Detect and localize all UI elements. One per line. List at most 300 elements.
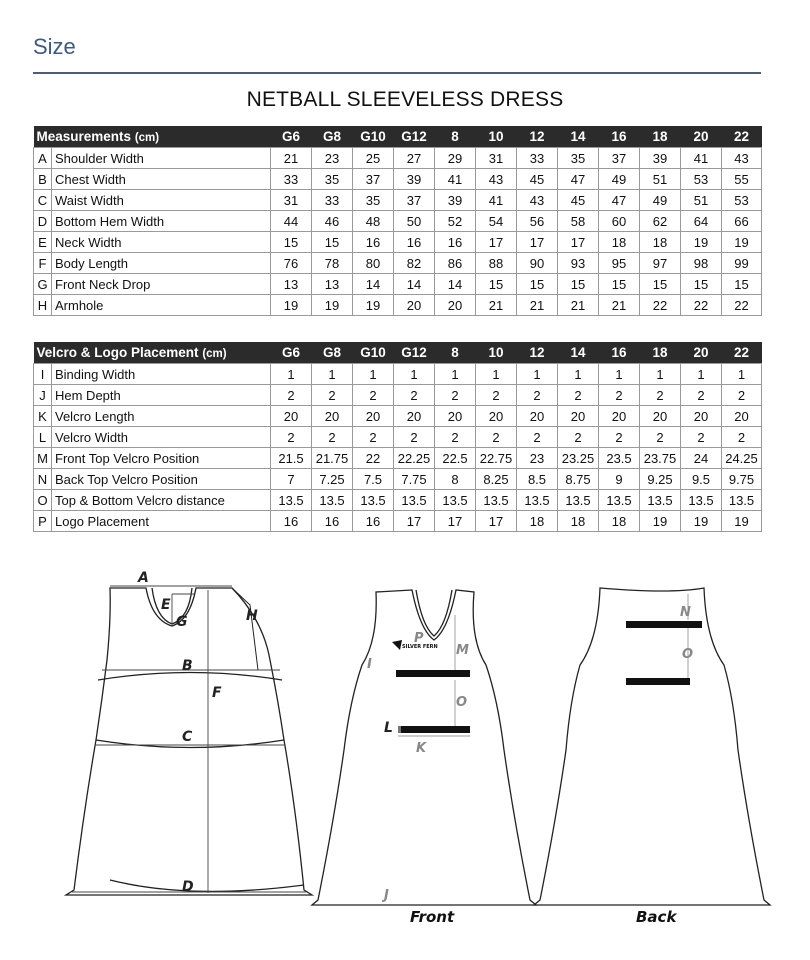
table-cell: 22.5 <box>435 448 476 469</box>
size-column-header: G6 <box>271 342 312 364</box>
row-code: K <box>34 406 52 427</box>
table-cell: 19 <box>681 511 722 532</box>
table-cell: 15 <box>312 232 353 253</box>
table-cell: 2 <box>599 385 640 406</box>
row-name: Waist Width <box>52 190 271 211</box>
size-column-header: 20 <box>681 126 722 148</box>
table-cell: 2 <box>353 427 394 448</box>
velcro-logo-table <box>33 342 762 532</box>
table-cell: 22 <box>681 295 722 316</box>
table-cell: 23.25 <box>558 448 599 469</box>
table-cell: 2 <box>517 427 558 448</box>
table-cell: 20 <box>435 295 476 316</box>
table-cell: 22 <box>722 295 762 316</box>
row-code: E <box>34 232 52 253</box>
table-cell: 17 <box>394 511 435 532</box>
table-cell: 2 <box>435 385 476 406</box>
table-cell: 19 <box>640 511 681 532</box>
table-cell: 1 <box>312 364 353 385</box>
table-cell: 7.25 <box>312 469 353 490</box>
row-name: Logo Placement <box>52 511 271 532</box>
table-cell: 1 <box>599 364 640 385</box>
row-name: Hem Depth <box>52 385 271 406</box>
table-cell: 13.5 <box>640 490 681 511</box>
table-cell: 17 <box>435 511 476 532</box>
table-cell: 18 <box>599 232 640 253</box>
size-column-header: G10 <box>353 342 394 364</box>
table-cell: 20 <box>271 406 312 427</box>
table-cell: 13.5 <box>476 490 517 511</box>
table-cell: 1 <box>681 364 722 385</box>
table-cell: 21 <box>517 295 558 316</box>
table-cell: 16 <box>271 511 312 532</box>
table-cell: 13.5 <box>435 490 476 511</box>
table-header-row <box>34 342 762 364</box>
label-c: C <box>182 729 193 745</box>
table-cell: 16 <box>312 511 353 532</box>
table-cell: 2 <box>271 385 312 406</box>
table-cell: 46 <box>312 211 353 232</box>
row-code: J <box>34 385 52 406</box>
table-row <box>34 385 762 406</box>
table-cell: 60 <box>599 211 640 232</box>
table-cell: 18 <box>558 511 599 532</box>
row-name: Top & Bottom Velcro distance <box>52 490 271 511</box>
table-cell: 13.5 <box>681 490 722 511</box>
table-cell: 20 <box>640 406 681 427</box>
table-cell: 20 <box>476 406 517 427</box>
label-h: H <box>246 608 258 624</box>
table-cell: 18 <box>640 232 681 253</box>
table-row <box>34 253 762 274</box>
row-name: Front Neck Drop <box>52 274 271 295</box>
label-o-back: O <box>682 647 694 662</box>
label-l: L <box>384 720 393 736</box>
table-heading-unit: (cm) <box>134 132 160 144</box>
size-column-header: 16 <box>599 126 640 148</box>
velcro-width-marker <box>398 726 401 733</box>
table-cell: 13.5 <box>722 490 762 511</box>
table-cell: 9.5 <box>681 469 722 490</box>
table-cell: 90 <box>517 253 558 274</box>
row-name: Back Top Velcro Position <box>52 469 271 490</box>
table-cell: 47 <box>558 169 599 190</box>
table-row <box>34 190 762 211</box>
table-cell: 13.5 <box>517 490 558 511</box>
size-column-header: G8 <box>312 342 353 364</box>
table-row <box>34 406 762 427</box>
table-cell: 29 <box>435 148 476 169</box>
size-column-header: 20 <box>681 342 722 364</box>
label-m: M <box>456 643 469 658</box>
table-cell: 22 <box>640 295 681 316</box>
table-cell: 21 <box>599 295 640 316</box>
table-cell: 88 <box>476 253 517 274</box>
table-cell: 99 <box>722 253 762 274</box>
size-column-header: 12 <box>517 126 558 148</box>
table-cell: 33 <box>312 190 353 211</box>
table-cell: 1 <box>640 364 681 385</box>
table-cell: 19 <box>722 232 762 253</box>
table-row <box>34 274 762 295</box>
table-cell: 45 <box>558 190 599 211</box>
label-k: K <box>416 741 427 756</box>
table-cell: 44 <box>271 211 312 232</box>
table-cell: 19 <box>722 511 762 532</box>
table-cell: 49 <box>640 190 681 211</box>
label-o-front: O <box>456 695 468 710</box>
table-cell: 37 <box>599 148 640 169</box>
row-code: F <box>34 253 52 274</box>
table-cell: 19 <box>271 295 312 316</box>
table-heading-unit: (cm) <box>202 348 227 360</box>
table-cell: 23.5 <box>599 448 640 469</box>
row-code: H <box>34 295 52 316</box>
size-column-header: G12 <box>394 126 435 148</box>
table-cell: 1 <box>517 364 558 385</box>
label-g: G <box>176 614 188 630</box>
table-cell: 2 <box>476 385 517 406</box>
table-cell: 31 <box>271 190 312 211</box>
size-column-header: G10 <box>353 126 394 148</box>
table-cell: 21 <box>476 295 517 316</box>
back-dress <box>534 588 770 905</box>
table-cell: 20 <box>353 406 394 427</box>
size-column-header: 18 <box>640 126 681 148</box>
table-cell: 13.5 <box>271 490 312 511</box>
row-code: C <box>34 190 52 211</box>
table-cell: 2 <box>640 427 681 448</box>
table-cell: 13.5 <box>312 490 353 511</box>
table-cell: 8 <box>435 469 476 490</box>
front-caption: Front <box>410 908 455 926</box>
row-code: B <box>34 169 52 190</box>
table-cell: 2 <box>394 385 435 406</box>
table-cell: 27 <box>394 148 435 169</box>
table-cell: 2 <box>517 385 558 406</box>
table-cell: 1 <box>435 364 476 385</box>
table-cell: 16 <box>353 232 394 253</box>
row-name: Velcro Width <box>52 427 271 448</box>
table-cell: 20 <box>394 406 435 427</box>
size-column-header: 18 <box>640 342 681 364</box>
table-cell: 15 <box>640 274 681 295</box>
label-e: E <box>161 597 171 613</box>
table-cell: 2 <box>558 385 599 406</box>
table-cell: 23 <box>312 148 353 169</box>
table-cell: 2 <box>394 427 435 448</box>
size-column-header: 22 <box>722 342 762 364</box>
table-cell: 22.25 <box>394 448 435 469</box>
table-cell: 20 <box>722 406 762 427</box>
table-cell: 20 <box>681 406 722 427</box>
table-cell: 14 <box>435 274 476 295</box>
table-cell: 33 <box>517 148 558 169</box>
table-cell: 55 <box>722 169 762 190</box>
table-cell: 19 <box>353 295 394 316</box>
table-cell: 8.75 <box>558 469 599 490</box>
table-cell: 24.25 <box>722 448 762 469</box>
back-top-velcro-strip <box>626 621 702 628</box>
table-cell: 20 <box>435 406 476 427</box>
table-cell: 53 <box>722 190 762 211</box>
table-row <box>34 295 762 316</box>
table-cell: 82 <box>394 253 435 274</box>
label-j: J <box>384 888 389 903</box>
table-cell: 62 <box>640 211 681 232</box>
table-cell: 95 <box>599 253 640 274</box>
table-cell: 7 <box>271 469 312 490</box>
table-row <box>34 148 762 169</box>
table-cell: 49 <box>599 169 640 190</box>
table-header-row <box>34 126 762 148</box>
table-cell: 47 <box>599 190 640 211</box>
table-cell: 17 <box>517 232 558 253</box>
table-heading <box>34 342 271 364</box>
size-column-header: 8 <box>435 126 476 148</box>
table-cell: 13 <box>271 274 312 295</box>
table-cell: 2 <box>722 385 762 406</box>
size-column-header: 10 <box>476 126 517 148</box>
dress-diagram <box>0 560 810 960</box>
table-cell: 9.75 <box>722 469 762 490</box>
table-row <box>34 448 762 469</box>
table-cell: 15 <box>517 274 558 295</box>
label-b: B <box>182 658 193 674</box>
table-cell: 20 <box>517 406 558 427</box>
size-column-header: 12 <box>517 342 558 364</box>
table-cell: 15 <box>722 274 762 295</box>
table-cell: 48 <box>353 211 394 232</box>
table-cell: 37 <box>353 169 394 190</box>
table-cell: 14 <box>353 274 394 295</box>
table-cell: 2 <box>681 427 722 448</box>
size-column-header: G6 <box>271 126 312 148</box>
row-name: Velcro Length <box>52 406 271 427</box>
table-cell: 98 <box>681 253 722 274</box>
table-cell: 51 <box>681 190 722 211</box>
table-cell: 18 <box>517 511 558 532</box>
table-cell: 19 <box>681 232 722 253</box>
table-cell: 21.75 <box>312 448 353 469</box>
table-heading-label: Velcro & Logo Placement <box>36 345 199 360</box>
table-cell: 15 <box>599 274 640 295</box>
table-cell: 13.5 <box>558 490 599 511</box>
table-cell: 31 <box>476 148 517 169</box>
table-cell: 2 <box>599 427 640 448</box>
size-column-header: G8 <box>312 126 353 148</box>
row-name: Front Top Velcro Position <box>52 448 271 469</box>
row-code: O <box>34 490 52 511</box>
table-cell: 54 <box>476 211 517 232</box>
label-i: I <box>367 657 372 672</box>
table-cell: 80 <box>353 253 394 274</box>
table-cell: 17 <box>476 232 517 253</box>
table-cell: 41 <box>476 190 517 211</box>
table-cell: 23.75 <box>640 448 681 469</box>
table-cell: 43 <box>722 148 762 169</box>
table-cell: 2 <box>681 385 722 406</box>
table-cell: 16 <box>353 511 394 532</box>
table-cell: 22 <box>353 448 394 469</box>
table-cell: 20 <box>312 406 353 427</box>
table-cell: 41 <box>435 169 476 190</box>
row-code: A <box>34 148 52 169</box>
table-cell: 2 <box>353 385 394 406</box>
table-row <box>34 211 762 232</box>
table-row <box>34 427 762 448</box>
back-caption: Back <box>636 908 677 926</box>
size-column-header: 10 <box>476 342 517 364</box>
table-cell: 37 <box>394 190 435 211</box>
table-cell: 13.5 <box>353 490 394 511</box>
table-cell: 17 <box>558 232 599 253</box>
table-cell: 35 <box>558 148 599 169</box>
table-cell: 41 <box>681 148 722 169</box>
table-cell: 15 <box>476 274 517 295</box>
table-cell: 13.5 <box>599 490 640 511</box>
table-cell: 23 <box>517 448 558 469</box>
row-name: Bottom Hem Width <box>52 211 271 232</box>
table-cell: 66 <box>722 211 762 232</box>
table-cell: 16 <box>394 232 435 253</box>
table-cell: 2 <box>435 427 476 448</box>
table-cell: 2 <box>312 427 353 448</box>
label-d: D <box>182 879 194 895</box>
front-bottom-velcro-strip <box>398 726 470 733</box>
table-cell: 20 <box>394 295 435 316</box>
table-cell: 18 <box>599 511 640 532</box>
table-row <box>34 169 762 190</box>
table-cell: 8.25 <box>476 469 517 490</box>
table-cell: 76 <box>271 253 312 274</box>
table-cell: 64 <box>681 211 722 232</box>
row-code: D <box>34 211 52 232</box>
table-cell: 14 <box>394 274 435 295</box>
table-cell: 2 <box>558 427 599 448</box>
row-name: Body Length <box>52 253 271 274</box>
table-cell: 45 <box>517 169 558 190</box>
row-code: P <box>34 511 52 532</box>
table-row <box>34 364 762 385</box>
table-cell: 21.5 <box>271 448 312 469</box>
table-cell: 16 <box>435 232 476 253</box>
size-column-header: G12 <box>394 342 435 364</box>
table-cell: 58 <box>558 211 599 232</box>
table-cell: 93 <box>558 253 599 274</box>
heading-divider <box>33 72 761 74</box>
table-heading <box>34 126 271 148</box>
table-cell: 1 <box>271 364 312 385</box>
table-cell: 1 <box>558 364 599 385</box>
table-cell: 35 <box>353 190 394 211</box>
size-column-header: 16 <box>599 342 640 364</box>
row-name: Shoulder Width <box>52 148 271 169</box>
table-cell: 7.75 <box>394 469 435 490</box>
row-name: Neck Width <box>52 232 271 253</box>
table-cell: 20 <box>558 406 599 427</box>
table-cell: 2 <box>271 427 312 448</box>
label-a: A <box>138 570 149 586</box>
table-heading-label: Measurements <box>36 129 132 144</box>
table-cell: 39 <box>435 190 476 211</box>
table-cell: 43 <box>517 190 558 211</box>
table-cell: 9 <box>599 469 640 490</box>
table-cell: 51 <box>640 169 681 190</box>
row-code: L <box>34 427 52 448</box>
table-cell: 2 <box>722 427 762 448</box>
row-code: M <box>34 448 52 469</box>
table-cell: 15 <box>271 232 312 253</box>
table-cell: 97 <box>640 253 681 274</box>
label-n: N <box>680 605 691 620</box>
row-code: N <box>34 469 52 490</box>
table-cell: 35 <box>312 169 353 190</box>
row-code: I <box>34 364 52 385</box>
label-p: P <box>414 631 424 646</box>
table-cell: 53 <box>681 169 722 190</box>
back-bottom-velcro-strip <box>626 678 690 685</box>
row-name: Armhole <box>52 295 271 316</box>
table-row <box>34 232 762 253</box>
row-code: G <box>34 274 52 295</box>
table-cell: 39 <box>394 169 435 190</box>
table-cell: 2 <box>476 427 517 448</box>
table-cell: 19 <box>312 295 353 316</box>
row-name: Binding Width <box>52 364 271 385</box>
row-name: Chest Width <box>52 169 271 190</box>
table-cell: 22.75 <box>476 448 517 469</box>
table-cell: 56 <box>517 211 558 232</box>
size-column-header: 14 <box>558 126 599 148</box>
table-cell: 13 <box>312 274 353 295</box>
table-cell: 52 <box>435 211 476 232</box>
size-column-header: 22 <box>722 126 762 148</box>
table-row <box>34 469 762 490</box>
page-title: NETBALL SLEEVELESS DRESS <box>246 88 564 111</box>
table-cell: 78 <box>312 253 353 274</box>
table-cell: 8.5 <box>517 469 558 490</box>
logo-text: SILVER FERN <box>402 644 438 650</box>
section-heading: Size <box>33 34 76 59</box>
size-column-header: 14 <box>558 342 599 364</box>
table-cell: 13.5 <box>394 490 435 511</box>
measurements-table <box>33 126 762 316</box>
table-cell: 86 <box>435 253 476 274</box>
table-cell: 50 <box>394 211 435 232</box>
table-row <box>34 511 762 532</box>
table-cell: 1 <box>722 364 762 385</box>
label-f: F <box>212 685 222 701</box>
table-cell: 25 <box>353 148 394 169</box>
table-cell: 17 <box>476 511 517 532</box>
table-cell: 2 <box>312 385 353 406</box>
size-column-header: 8 <box>435 342 476 364</box>
table-cell: 2 <box>640 385 681 406</box>
table-cell: 39 <box>640 148 681 169</box>
table-cell: 1 <box>476 364 517 385</box>
table-cell: 1 <box>394 364 435 385</box>
table-cell: 15 <box>681 274 722 295</box>
table-row <box>34 490 762 511</box>
table-cell: 21 <box>271 148 312 169</box>
table-cell: 24 <box>681 448 722 469</box>
table-cell: 43 <box>476 169 517 190</box>
table-cell: 1 <box>353 364 394 385</box>
table-cell: 15 <box>558 274 599 295</box>
table-cell: 33 <box>271 169 312 190</box>
table-cell: 21 <box>558 295 599 316</box>
